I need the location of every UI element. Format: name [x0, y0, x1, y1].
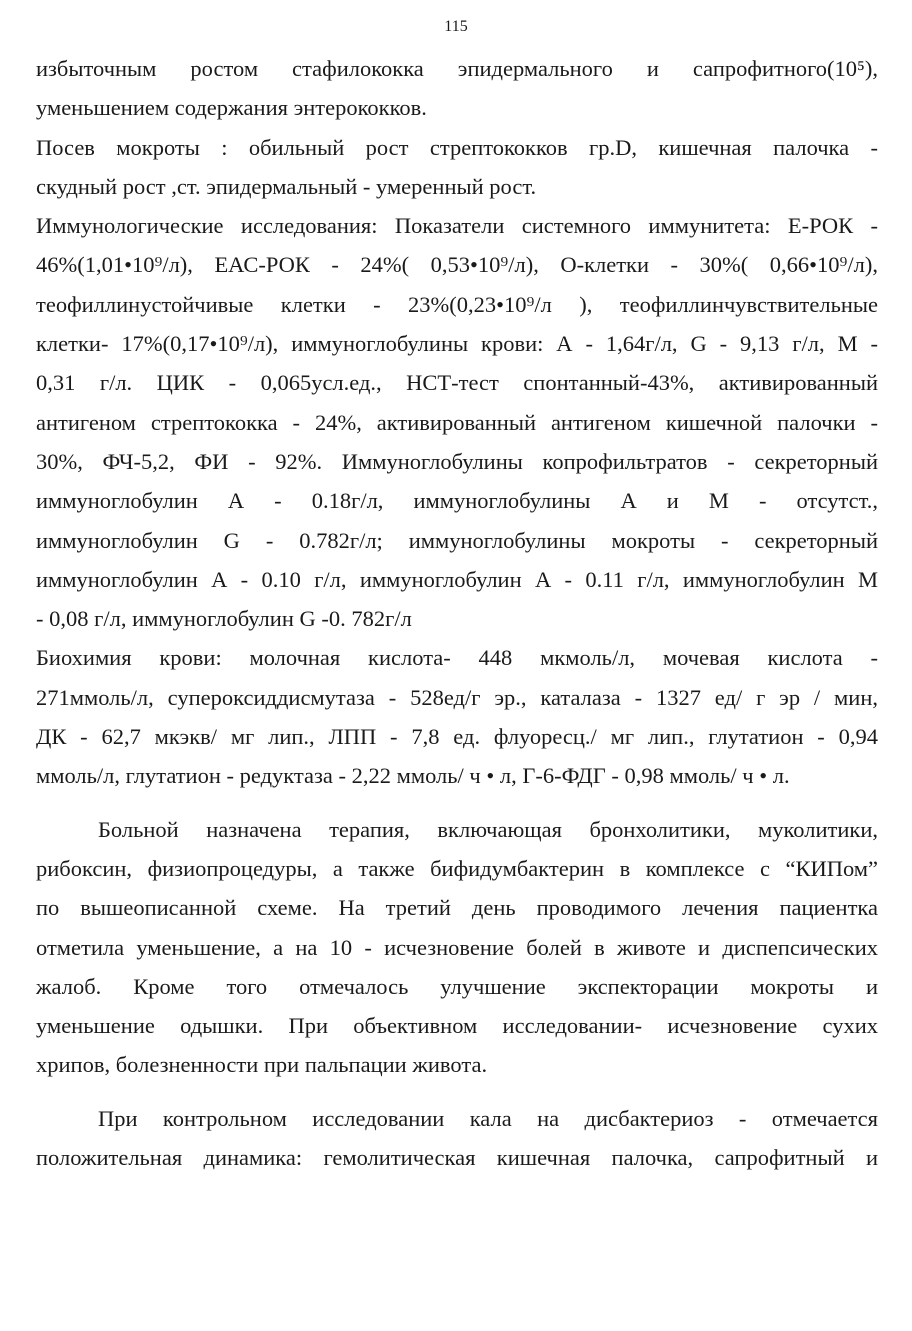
- page-body: [36, 49, 878, 1177]
- text-line: положительная динамика: гемолитическая кишечная палочка, сапрофитный и: [36, 1145, 878, 1171]
- text-line: ммоль/л, глутатион - редуктаза - 2,22 ммоль/ ч • л, Г-6-ФДГ - 0,98 ммоль/ ч • л.: [36, 763, 790, 789]
- text-line: 30%, ФЧ-5,2, ФИ - 92%. Иммуноглобулины копрофильтратов - секреторный: [36, 448, 878, 474]
- text-line: иммуноглобулин G - 0.782г/л; иммуноглобулины мокроты - секреторный: [36, 527, 878, 553]
- text-line: клетки- 17%(0,17•10⁹/л), иммуноглобулины крови: А - 1,64г/л, G - 9,13 г/л, М -: [36, 331, 878, 357]
- text-line: по вышеописанной схеме. На третий день проводимого лечения пациентка: [36, 895, 878, 921]
- paragraph-stool-findings: [36, 49, 878, 128]
- paragraph-blood-biochemistry: [36, 638, 878, 795]
- text-line: Больной назначена терапия, включающая бронхолитики, муколитики,: [98, 816, 878, 842]
- text-line: скудный рост ,ст. эпидермальный - умеренный рост.: [36, 173, 537, 199]
- text-line: 0,31 г/л. ЦИК - 0,065усл.ед., НСТ-тест спонтанный-43%, активированный: [36, 370, 878, 396]
- text-line: иммуноглобулин А - 0.18г/л, иммуноглобулины А и М - отсутст.,: [36, 488, 878, 514]
- text-line: 271ммоль/л, супероксиддисмутаза - 528ед/г эр., каталаза - 1327 ед/ г эр / мин,: [36, 684, 878, 710]
- text-line: теофиллинустойчивые клетки - 23%(0,23•10⁹/л ), теофиллинчувствительные: [36, 291, 878, 317]
- text-line: антигеном стрептококка - 24%, активированный антигеном кишечной палочки -: [36, 409, 878, 435]
- text-line: уменьшение одышки. При объективном исследовании- исчезновение сухих: [36, 1013, 878, 1039]
- text-line: - 0,08 г/л, иммуноглобулин G -0. 782г/л: [36, 606, 412, 632]
- text-line: Посев мокроты : обильный рост стрептококков гр.D, кишечная палочка -: [36, 134, 878, 160]
- text-line: избыточным ростом стафилококка эпидермального и сапрофитного(10⁵),: [36, 56, 878, 81]
- paragraph-sputum-culture: [36, 128, 878, 207]
- text-line: рибоксин, физиопроцедуры, а также бифидумбактерин в комплексе с “КИПом”: [36, 855, 878, 881]
- text-line: При контрольном исследовании кала на дисбактериоз - отмечается: [98, 1105, 878, 1131]
- text-line: Иммунологические исследования: Показатели системного иммунитета: Е-РОК -: [36, 213, 878, 239]
- paragraph-therapy: [36, 810, 878, 1085]
- paragraph-control-study: [36, 1099, 878, 1178]
- text-line: Биохимия крови: молочная кислота- 448 мкмоль/л, мочевая кислота -: [36, 645, 878, 671]
- text-line: ДК - 62,7 мкэкв/ мг лип., ЛПП - 7,8 ед. флуоресц./ мг лип., глутатион - 0,94: [36, 724, 878, 750]
- text-line: уменьшением содержания энтерококков.: [36, 95, 427, 121]
- text-line: жалоб. Кроме того отмечалось улучшение экспекторации мокроты и: [36, 973, 878, 999]
- text-line: 46%(1,01•10⁹/л), ЕАС-РОК - 24%( 0,53•10⁹/л), О-клетки - 30%( 0,66•10⁹/л),: [36, 252, 878, 278]
- page-number: 115: [444, 18, 468, 35]
- paragraph-immunology: [36, 206, 878, 638]
- text-line: хрипов, болезненности при пальпации живота.: [36, 1052, 488, 1078]
- text-line: отметила уменьшение, а на 10 - исчезновение болей в животе и диспепсических: [36, 934, 878, 960]
- text-line: иммуноглобулин А - 0.10 г/л, иммуноглобулин А - 0.11 г/л, иммуноглобулин М: [36, 566, 878, 592]
